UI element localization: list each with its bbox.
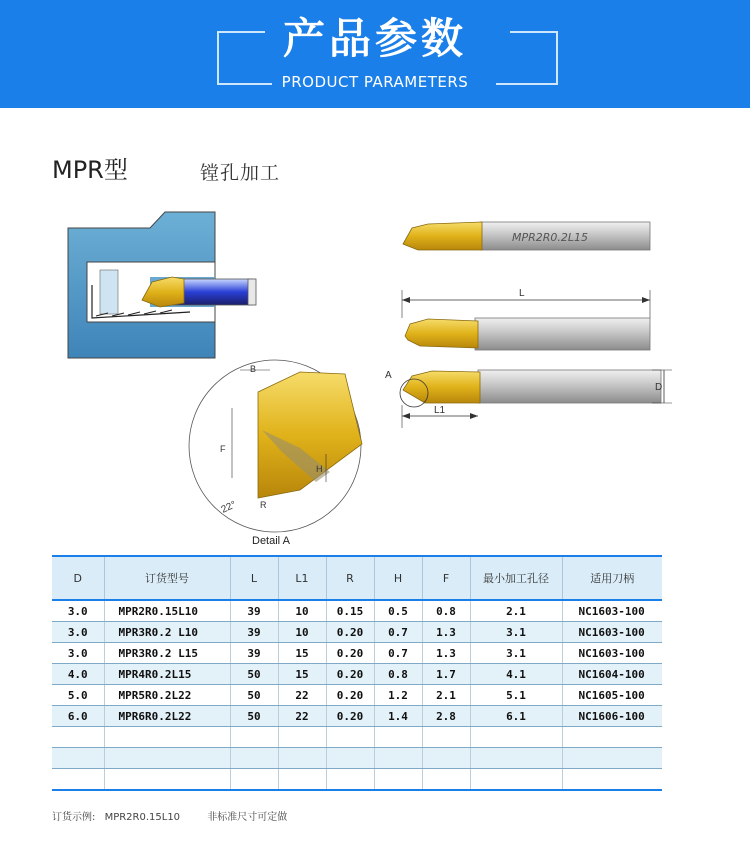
col-header: R	[326, 556, 374, 600]
banner-subtitle: PRODUCT PARAMETERS	[281, 73, 469, 91]
tool-detail-view	[385, 370, 672, 428]
cell-d: 4.0	[52, 664, 104, 685]
col-header: 订货型号	[104, 556, 230, 600]
cell-model: MPR6R0.2L22	[104, 706, 230, 727]
cell-model: MPR3R0.2 L10	[104, 622, 230, 643]
process-title: 镗孔加工	[200, 162, 281, 184]
order-note	[52, 808, 311, 823]
table-row	[52, 685, 662, 706]
cell-h: 0.7	[374, 622, 422, 643]
detail-H-label: H	[316, 464, 323, 474]
cell-d: 3.0	[52, 643, 104, 664]
table-row	[52, 643, 662, 664]
cell-r: 0.20	[326, 622, 374, 643]
cell-model: MPR2R0.15L10	[104, 600, 230, 622]
table-row	[52, 600, 662, 622]
cell-l: 39	[230, 643, 278, 664]
cell-r: 0.20	[326, 685, 374, 706]
col-header: D	[52, 556, 104, 600]
cell-f: 1.3	[422, 643, 470, 664]
dim-L-label: L	[519, 288, 525, 299]
table-row-empty	[52, 727, 662, 748]
cell-r: 0.15	[326, 600, 374, 622]
col-header: F	[422, 556, 470, 600]
table-row	[52, 664, 662, 685]
cell-d: 5.0	[52, 685, 104, 706]
cell-r: 0.20	[326, 643, 374, 664]
cell-l1: 10	[278, 622, 326, 643]
col-header: 最小加工孔径	[470, 556, 562, 600]
order-example-value: MPR2R0.15L10	[104, 812, 181, 823]
cell-min-bore: 3.1	[470, 643, 562, 664]
tool-in-bore	[142, 277, 256, 307]
cell-l1: 10	[278, 600, 326, 622]
cell-l1: 22	[278, 685, 326, 706]
detail-angle-label: 22°	[219, 499, 238, 516]
dim-A-label: A	[385, 370, 392, 381]
parameter-table	[52, 555, 662, 791]
col-header: L	[230, 556, 278, 600]
detail-a-caption: Detail A	[252, 535, 290, 547]
tool-marking-text: MPR2R0.2L15	[512, 231, 589, 244]
cell-l: 50	[230, 664, 278, 685]
cell-min-bore: 6.1	[470, 706, 562, 727]
cell-min-bore: 5.1	[470, 685, 562, 706]
cell-model: MPR4R0.2L15	[104, 664, 230, 685]
cell-l1: 22	[278, 706, 326, 727]
cell-f: 2.8	[422, 706, 470, 727]
cell-d: 3.0	[52, 622, 104, 643]
tool-photo	[403, 222, 650, 250]
cell-f: 2.1	[422, 685, 470, 706]
banner-title: 产品参数	[282, 14, 467, 63]
model-title: MPR型	[52, 156, 128, 184]
cell-l: 39	[230, 622, 278, 643]
cell-r: 0.20	[326, 664, 374, 685]
detail-F-label: F	[220, 444, 226, 454]
cell-d: 6.0	[52, 706, 104, 727]
cell-holder: NC1605-100	[562, 685, 662, 706]
table-row	[52, 706, 662, 727]
table-row-empty	[52, 748, 662, 769]
table-row-empty	[52, 769, 662, 791]
cell-f: 1.7	[422, 664, 470, 685]
custom-size-note: 非标准尺寸可定做	[207, 812, 288, 823]
cell-h: 0.5	[374, 600, 422, 622]
cell-model: MPR5R0.2L22	[104, 685, 230, 706]
detail-a-circle	[189, 360, 362, 547]
cell-h: 0.7	[374, 643, 422, 664]
cell-l1: 15	[278, 664, 326, 685]
cell-h: 1.4	[374, 706, 422, 727]
cell-h: 0.8	[374, 664, 422, 685]
cell-d: 3.0	[52, 600, 104, 622]
cell-f: 1.3	[422, 622, 470, 643]
cell-holder: NC1606-100	[562, 706, 662, 727]
cell-r: 0.20	[326, 706, 374, 727]
cell-h: 1.2	[374, 685, 422, 706]
cell-holder: NC1603-100	[562, 643, 662, 664]
cell-holder: NC1603-100	[562, 600, 662, 622]
detail-B-label: B	[250, 364, 257, 374]
cell-l1: 15	[278, 643, 326, 664]
cell-l: 50	[230, 685, 278, 706]
col-header: H	[374, 556, 422, 600]
cell-f: 0.8	[422, 600, 470, 622]
order-example-label: 订货示例:	[52, 812, 96, 823]
table-row	[52, 622, 662, 643]
dim-D-label: D	[655, 382, 663, 393]
col-header: 适用刀柄	[562, 556, 662, 600]
col-header: L1	[278, 556, 326, 600]
cell-min-bore: 2.1	[470, 600, 562, 622]
detail-R-label: R	[260, 500, 267, 510]
cell-min-bore: 4.1	[470, 664, 562, 685]
table-header-row	[52, 556, 662, 600]
tool-side-view	[402, 288, 650, 350]
dim-L1-label: L1	[434, 405, 446, 416]
cell-min-bore: 3.1	[470, 622, 562, 643]
cell-l: 50	[230, 706, 278, 727]
cell-l: 39	[230, 600, 278, 622]
cell-holder: NC1604-100	[562, 664, 662, 685]
cell-model: MPR3R0.2 L15	[104, 643, 230, 664]
cell-holder: NC1603-100	[562, 622, 662, 643]
